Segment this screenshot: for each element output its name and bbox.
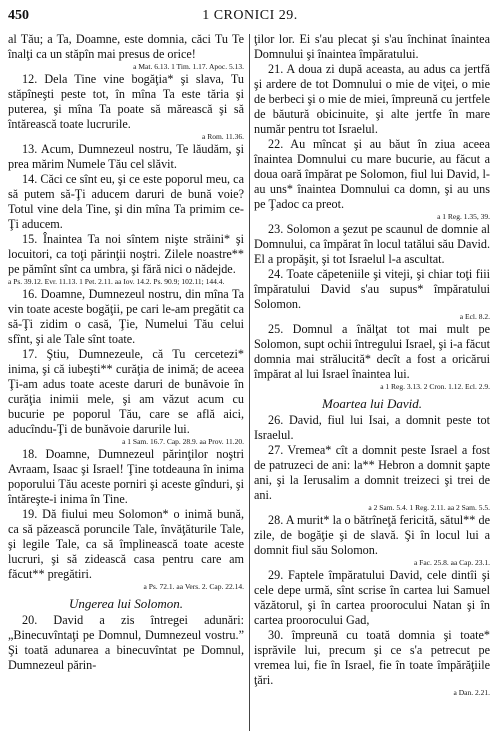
cross-reference: a Dan. 2.21. xyxy=(453,688,490,697)
section-heading: Moartea lui David. xyxy=(321,396,422,411)
verse-paragraph: 25. Domnul a înălţat tot mai mult pe Solomon, supt ochii întregului Israel, şi i-a făcut domnia mai strălucită* decît a fost a oricărui împărat al lui Israel înaintea lui. xyxy=(254,322,490,381)
verse-paragraph: 27. Vremea* cît a domnit peste Israel a fost de patruzeci de ani: la** Hebron a domnit şapte ani, şi la Ierusalim a domnit treizeci şi trei de ani. xyxy=(254,443,490,502)
verse-paragraph: 29. Faptele împăratului David, cele dintîi şi cele depe urmă, sînt scrise în cartea lui Samuel văzătorul, şi în cartea proorocului Natan şi în cartea proorocului Gad, xyxy=(254,568,490,627)
verse-paragraph: 16. Doamne, Dumnezeul nostru, din mîna Ta vin toate aceste bogăţii, pe cari le-am pregătit ca să-Ţi zidim o casă, Ţie, Numelui Tău celui sfînt, şi ale Tale sînt toate. xyxy=(8,287,244,346)
column-divider xyxy=(249,34,250,731)
verse-continuation: al Tău; a Ta, Doamne, este domnia, căci Tu Te înalţi ca un stăpîn mai presus de orice! xyxy=(8,32,244,61)
cross-reference: a 1 Reg. 1.35, 39. xyxy=(437,212,490,221)
verse-paragraph: 13. Acum, Dumnezeul nostru, Te lăudăm, şi prea mărim Numele Tău cel slăvit. xyxy=(8,142,244,171)
cross-reference: a Mat. 6.13. 1 Tim. 1.17. Apoc. 5.13. xyxy=(133,62,244,71)
verse-paragraph: 22. Au mîncat şi au băut în ziua aceea înaintea Domnului cu mare bucurie, au făcut a doua oară împărat pe Solomon, fiul lui David, l-au uns* înaintea Domnului ca domn, şi au uns pe Ţadoc ca preot. xyxy=(254,137,490,211)
cross-reference: a Fac. 25.8. aa Cap. 23.1. xyxy=(413,558,490,567)
page-header xyxy=(8,8,492,28)
section-heading: Ungerea lui Solomon. xyxy=(69,596,183,611)
cross-reference: a 2 Sam. 5.4. 1 Reg. 2.11. aa 2 Sam. 5.5. xyxy=(368,503,490,512)
verse-paragraph: 23. Solomon a şezut pe scaunul de domnie al Domnului, ca împărat în locul tatălui său David. El a propăşit, şi tot Israelul l-a ascultat. xyxy=(254,222,490,266)
verse-paragraph: 20. David a zis întregei adunări: „Binecuvîntaţi pe Domnul, Dumnezeul vostru.” Şi toată adunarea a binecuvîntat pe Domnul, Dumnezeul părin- xyxy=(8,613,244,672)
cross-reference: a Ps. 39.12. Evr. 11.13. 1 Pet. 2.11. aa Iov. 14.2. Ps. 90.9; 102.11; 144.4. xyxy=(8,277,225,286)
cross-reference: a 1 Sam. 16.7. Cap. 28.9. aa Prov. 11.20. xyxy=(122,437,244,446)
verse-paragraph: 21. A doua zi după aceasta, au adus ca jertfă şi ardere de tot Domnului o mie de viţei, o mie de berbeci şi o mie de miei, împreună cu jertfele de băutură obicinuite, şi alte jertfe în mare număr pentru tot Israelul. xyxy=(254,62,490,136)
cross-reference: a Rom. 11.36. xyxy=(201,132,244,141)
verse-paragraph: 28. A murit* la o bătrîneţă fericită, sătul** de zile, de bogăţie şi de slavă. Şi în locul lui a domnit fiul său Solomon. xyxy=(254,513,490,557)
verse-continuation: ţilor lor. Ei s'au plecat şi s'au închinat înaintea Domnului şi înaintea împăratului. xyxy=(254,32,490,61)
book-chapter-title: 1 CRONICI 29. xyxy=(202,8,298,23)
cross-reference: a 1 Reg. 3.13. 2 Cron. 1.12. Ecl. 2.9. xyxy=(380,382,490,391)
verse-paragraph: 14. Căci ce sînt eu, şi ce este poporul meu, ca să putem să-Ţi aducem daruri de bună voie? Totul vine dela Tine, şi din mîna Ta primim ce-Ţi aducem. xyxy=(8,172,244,231)
verse-paragraph: 15. Înaintea Ta noi sîntem nişte străini* şi locuitori, ca toţi părinţii noştri. Zilele noastre** pe pămînt sînt ca umbra, şi fără nici o nădejde. xyxy=(8,232,244,276)
cross-reference: a Ecl. 8.2. xyxy=(459,312,490,321)
verse-paragraph: 24. Toate căpeteniile şi viteji, şi chiar toţi fiii împăratului David s'au supus* împăratului Solomon. xyxy=(254,267,490,311)
left-column xyxy=(8,32,244,673)
page-number: 450 xyxy=(8,8,29,23)
verse-paragraph: 12. Dela Tine vine bogăţia* şi slava, Tu stăpîneşti peste tot, în mîna Ta este tăria şi puterea, şi mîna Ta poate să mărească şi să întărească toate lucrurile. xyxy=(8,72,244,131)
verse-paragraph: 26. David, fiul lui Isai, a domnit peste tot Israelul. xyxy=(254,413,490,442)
verse-paragraph: 17. Ştiu, Dumnezeule, că Tu cercetezi* inima, şi că iubeşti** curăţia de inimă; de aceea Ţi-am adus toate aceste daruri de bunăvoie în curăţia inimii mele, şi am văzut acum cu bucurie pe poporul Tău, care se află aici, aducîndu-Ţi de bunăvoie darurile lui. xyxy=(8,347,244,436)
verse-paragraph: 18. Doamne, Dumnezeul părinţilor noştri Avraam, Isaac şi Israel! Ţine totdeauna în inima poporului Tău aceste porniri şi aceste gînduri, şi întăreşte-i inima în Tine. xyxy=(8,447,244,506)
cross-reference: a Ps. 72.1. aa Vers. 2. Cap. 22.14. xyxy=(143,582,244,591)
right-column xyxy=(254,32,490,698)
verse-paragraph: 30. împreună cu toată domnia şi toate* isprăvile lui, precum şi ce s'a petrecut pe vremea lui, fie în Israel, fie în toate împărăţiile ţări. xyxy=(254,628,490,687)
verse-paragraph: 19. Dă fiului meu Solomon* o inimă bună, ca să păzească poruncile Tale, învăţăturile Tale, şi legile Tale, ca să împlinească toate aceste lucruri, şi să zidească casa pentru care am făcut** pregătiri. xyxy=(8,507,244,581)
